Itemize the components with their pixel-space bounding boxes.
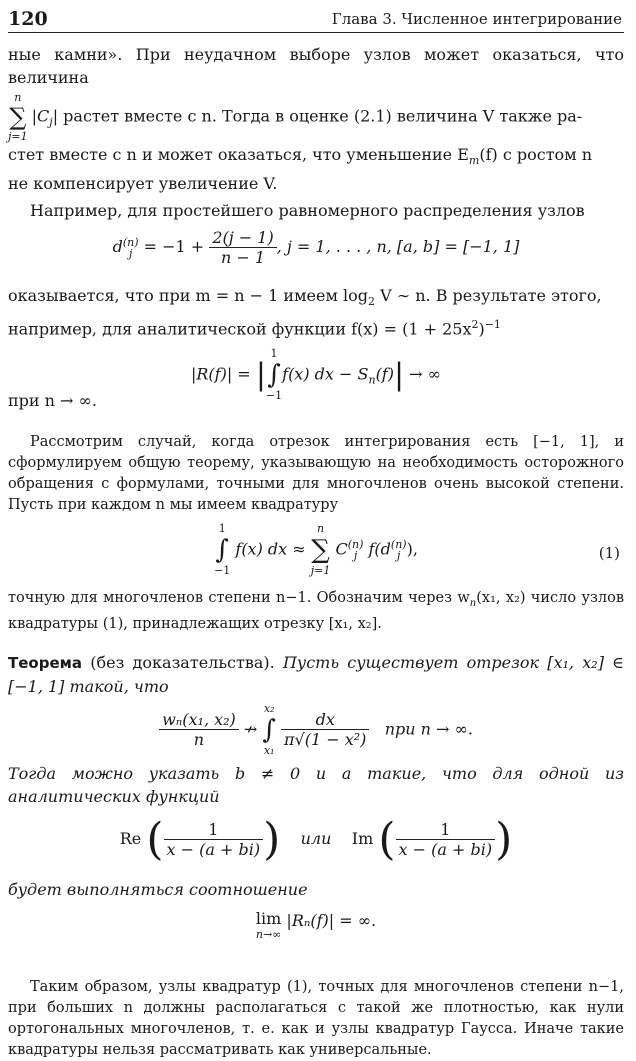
theorem-then: Тогда можно указать b ≠ 0 и a такие, что для одной из аналитических функций (8, 763, 624, 806)
equation-quadrature: 1 ∫ −1 f(x) dx ≈ n ∑ j=1 C (n) j f(d (n) j ), (1) (214, 521, 620, 577)
equation-remainder: |R(f)| = | 1 ∫ −1 f(x) dx − $S_n(f)|$ → ∞ (190, 346, 441, 402)
p4-text: Рассмотрим случай, когда отрезок интегрирования есть [−1, 1], и сформулируем общую теорему, указывающую на необходимость осторожного обращения с формулами, точными для многочленов очень высокой степени. Пусть при каждом n мы имеем квадратуру (8, 433, 624, 513)
theorem-label: Теорема (8, 653, 83, 672)
p1-line1: ные камни». При неудачном выборе узлов может оказаться, что величина (8, 45, 624, 87)
paragraph-3 (8, 284, 624, 341)
p1-line3: стет вместе с n и может оказаться, что уменьшение $E_m(f)$ с ростом n (8, 145, 593, 168)
paragraph-1 (8, 43, 624, 195)
page-number: 120 (8, 8, 48, 30)
chapter-title: Глава 3. Численное интегрирование (331, 10, 622, 28)
equation-nodes: d (n) j = −1 + $\frac{2(j - 1)}{n - 1}$ , j = 1, . . . , n, [a, b] = [−1, 1] (112, 228, 520, 268)
theorem-relation: будет выполняться соотношение (8, 879, 308, 899)
sum-symbol: n ∑ j=1 (8, 91, 28, 143)
p3-after: при n → ∞. (8, 390, 97, 410)
book-page (8, 6, 624, 1061)
p3-line2: например, для аналитической функции $f(x) = (1 + 25x^2)^{-1}$ (8, 318, 501, 339)
equation-limit: lim n→∞ |Rₙ(f)| = ∞. (255, 908, 377, 941)
equation-functions: Re ( $\frac{1}{x - (a + bi)}$ ) или Im ( $\frac{1}{x - (a + bi)}$ ) (119, 813, 513, 865)
running-header (8, 6, 624, 33)
p5-text: Таким образом, узлы квадратур (1), точных для многочленов степени n−1, при больших n должны располагаться с такой же плотностью, как нули ортогональных многочленов, т. е. как и узлы квадратур Гаусса. Иначе такие квадратуры нельзя рассматривать как универсальные. (8, 978, 624, 1058)
p1-line2: n ∑ j=1 $|C_j|$ растет вместе с n. Тогда в оценке (2.1) величина V также ра- (8, 91, 583, 143)
equation-number: (1) (598, 543, 620, 562)
equation-density: $\frac{\text{wₙ(x₁, x₂)}}{n}$ ↛ x₂ ∫ x₁ $\frac{dx}{\text{π√(1 − x²)}}$ при n → ∞. (8, 702, 624, 758)
p3-line1: оказывается, что при m = n − 1 имеем $\log_2 V$ ∼ n. В результате этого, (8, 286, 602, 309)
p4-after: точную для многочленов степени n−1. Обозначим через $w_n(x_1$, x₂) число узлов квадратуры (1), принадлежащих отрезку [x₁, x₂]. (8, 589, 624, 632)
p2-text: Например, для простейшего равномерного распределения узлов (30, 201, 585, 221)
theorem-statement: Теорема (без доказательства). Пусть существует отрезок [x₁, x₂] ∈ [−1, 1] такой, что (8, 652, 625, 696)
p1-line4: не компенсирует увеличение V. (8, 174, 278, 194)
